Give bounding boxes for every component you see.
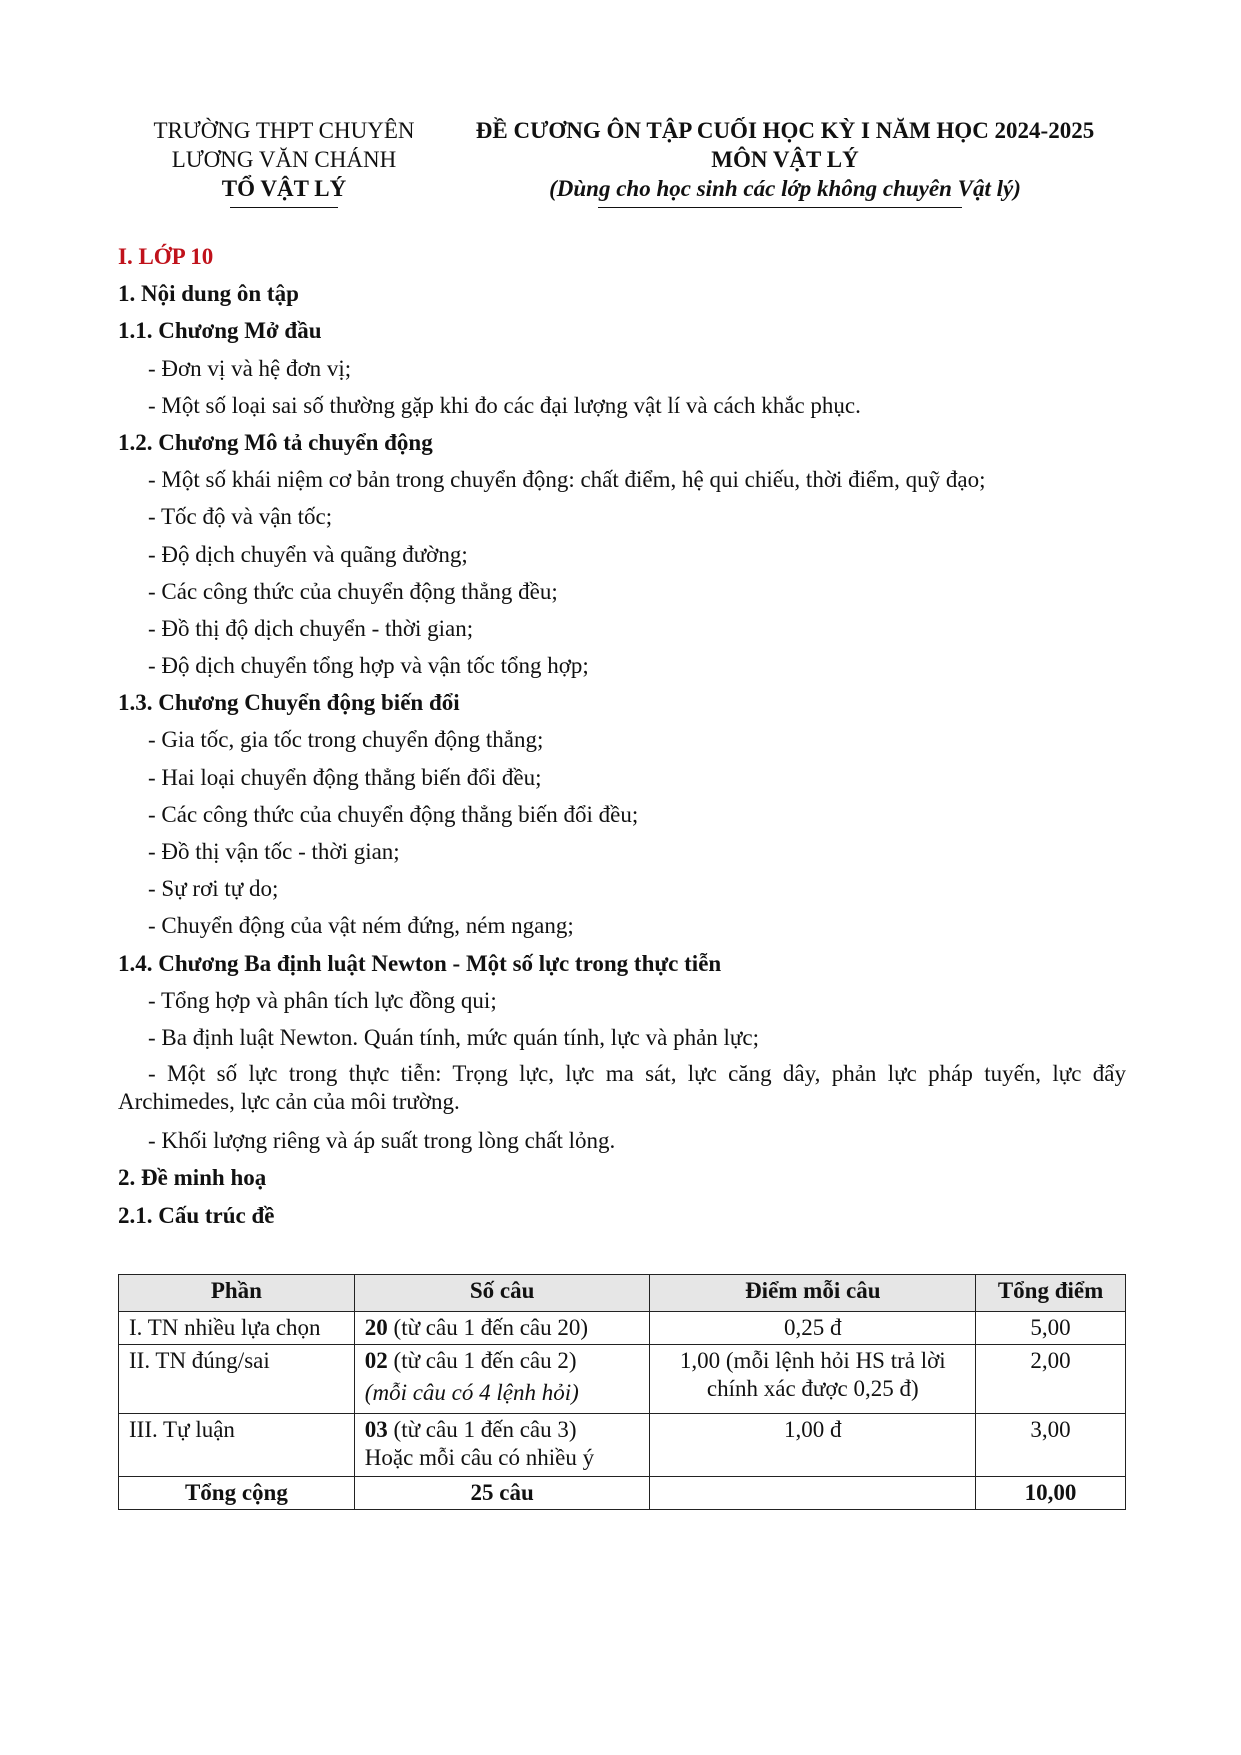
count-number: 03: [364, 1417, 388, 1442]
part-cell: III. Tự luận: [119, 1414, 355, 1477]
list-item: - Một số loại sai số thường gặp khi đo các đại lượng vật lí và cách khắc phục.: [148, 392, 861, 418]
part-cell: I. TN nhiều lựa chọn: [119, 1312, 355, 1345]
count-range: (từ câu 1 đến câu 20): [387, 1315, 589, 1340]
department-name: TỔ VẬT LÝ: [221, 176, 347, 201]
count-number: 02: [364, 1348, 388, 1373]
count-cell: [354, 1345, 650, 1414]
count-note: (mỗi câu có 4 lệnh hỏi): [364, 1380, 579, 1405]
total-cell: 5,00: [976, 1312, 1126, 1345]
title-underline: [598, 207, 962, 208]
subject-title: MÔN VẬT LÝ: [711, 147, 859, 172]
part-cell: II. TN đúng/sai: [119, 1345, 355, 1414]
total-count-cell: 25 câu: [354, 1477, 650, 1510]
list-item: - Sự rơi tự do;: [148, 876, 279, 902]
table-row: [119, 1312, 1126, 1345]
points-cell: 0,25 đ: [650, 1312, 976, 1345]
list-item: - Chuyển động của vật ném đứng, ném ngang;: [148, 913, 574, 939]
table-row: [119, 1414, 1126, 1477]
column-header: Tổng điểm: [976, 1275, 1126, 1312]
list-item: - Các công thức của chuyển động thẳng biến đổi đều;: [148, 801, 639, 827]
document-header: [0, 116, 1241, 216]
part2-title: 2. Đề minh hoạ: [118, 1165, 267, 1191]
points-cell: 1,00 (mỗi lệnh hỏi HS trả lời chính xác được 0,25 đ): [650, 1345, 976, 1414]
list-item: - Hai loại chuyển động thẳng biến đổi đều;: [148, 764, 542, 790]
total-cell: 2,00: [976, 1345, 1126, 1414]
part1-title: 1. Nội dung ôn tập: [118, 281, 299, 307]
list-item: - Tổng hợp và phân tích lực đồng qui;: [148, 987, 497, 1013]
count-cell: [354, 1312, 650, 1345]
total-cell: 3,00: [976, 1414, 1126, 1477]
school-block: [128, 116, 440, 208]
chapter1-title: 1.1. Chương Mở đầu: [118, 318, 322, 344]
department-underline: [230, 207, 338, 208]
list-item: - Đồ thị độ dịch chuyển - thời gian;: [148, 615, 474, 641]
count-range: (từ câu 1 đến câu 2): [387, 1348, 577, 1373]
document-body: [118, 238, 1126, 1234]
points-cell: 1,00 đ: [650, 1414, 976, 1477]
list-item: - Khối lượng riêng và áp suất trong lòng chất lỏng.: [148, 1128, 616, 1154]
list-item: - Đồ thị vận tốc - thời gian;: [148, 839, 400, 864]
list-item: - Tốc độ và vận tốc;: [148, 504, 333, 530]
count-cell: [354, 1414, 650, 1477]
school-name-line2: LƯƠNG VĂN CHÁNH: [171, 147, 397, 172]
count-range: (từ câu 1 đến câu 3): [387, 1417, 577, 1442]
list-item: - Một số khái niệm cơ bản trong chuyển động: chất điểm, hệ qui chiếu, thời điểm, quỹ đạo;: [148, 467, 986, 493]
list-item: - Gia tốc, gia tốc trong chuyển động thẳng;: [148, 727, 544, 753]
table-header-row: [119, 1275, 1126, 1312]
grand-total-cell: 10,00: [976, 1477, 1126, 1510]
audience-note: (Dùng cho học sinh các lớp không chuyên Vật lý): [549, 176, 1021, 201]
document-title: ĐỀ CƯƠNG ÔN TẬP CUỐI HỌC KỲ I NĂM HỌC 2024-2025: [475, 118, 1095, 143]
column-header: Số câu: [354, 1275, 650, 1312]
count-number: 20: [364, 1315, 388, 1340]
table-footer-row: [119, 1477, 1126, 1510]
list-item: - Các công thức của chuyển động thẳng đều;: [148, 578, 558, 604]
list-item: - Độ dịch chuyển tổng hợp và vận tốc tổng hợp;: [148, 653, 589, 679]
count-note: Hoặc mỗi câu có nhiều ý: [364, 1445, 595, 1470]
chapter4-title: 1.4. Chương Ba định luật Newton - Một số lực trong thực tiễn: [118, 950, 722, 976]
part2-1-title: 2.1. Cấu trúc đề: [118, 1202, 275, 1228]
total-label-cell: Tổng cộng: [119, 1477, 355, 1510]
school-name-line1: TRƯỜNG THPT CHUYÊN: [153, 118, 415, 143]
list-item: - Độ dịch chuyển và quãng đường;: [148, 541, 468, 567]
chapter3-title: 1.3. Chương Chuyển động biến đổi: [118, 690, 460, 716]
section-title: I. LỚP 10: [118, 244, 214, 269]
list-item: - Một số lực trong thực tiễn: Trọng lực, lực ma sát, lực căng dây, phản lực pháp tuyến, lực đẩy Archimedes, lực cản của môi trường.: [118, 1061, 1126, 1115]
title-block: [445, 116, 1125, 208]
table-row: [119, 1345, 1126, 1414]
column-header: Điểm mỗi câu: [650, 1275, 976, 1312]
chapter2-title: 1.2. Chương Mô tả chuyển động: [118, 429, 433, 455]
list-item: - Ba định luật Newton. Quán tính, mức quán tính, lực và phản lực;: [148, 1024, 759, 1050]
exam-structure-table: [118, 1274, 1126, 1510]
column-header: Phần: [119, 1275, 355, 1312]
total-points-cell: [650, 1477, 976, 1510]
list-item: - Đơn vị và hệ đơn vị;: [148, 355, 352, 381]
